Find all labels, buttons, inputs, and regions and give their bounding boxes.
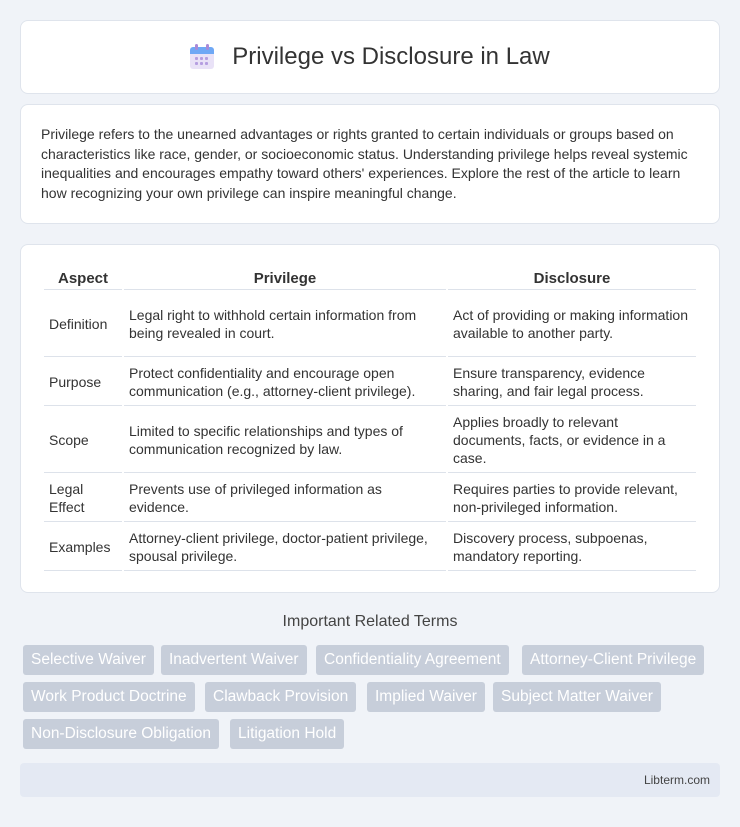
table-row (44, 359, 696, 406)
table-row (44, 524, 696, 571)
intro-card (20, 104, 720, 224)
tag-clawback-provision[interactable]: Clawback Provision (205, 682, 356, 712)
header-aspect: Aspect (44, 267, 122, 290)
table-row (44, 475, 696, 522)
comparison-card (20, 244, 720, 593)
cell-privilege: Attorney-client privilege, doctor-patient privilege, spousal privilege. (124, 524, 446, 571)
related-terms-title: Important Related Terms (282, 613, 458, 630)
cell-aspect: Legal Effect (44, 475, 122, 522)
cell-privilege: Prevents use of privileged information as evidence. (124, 475, 446, 522)
tag-implied-waiver[interactable]: Implied Waiver (367, 682, 485, 712)
cell-privilege: Limited to specific relationships and types of communication recognized by law. (124, 408, 446, 473)
cell-disclosure: Requires parties to provide relevant, non-privileged information. (448, 475, 696, 522)
tag-work-product-doctrine[interactable]: Work Product Doctrine (23, 682, 195, 712)
tag-inadvertent-waiver[interactable]: Inadvertent Waiver (161, 645, 307, 675)
tag-subject-matter-waiver[interactable]: Subject Matter Waiver (493, 682, 661, 712)
cell-privilege: Protect confidentiality and encourage open communication (e.g., attorney-client privilege). (124, 359, 446, 406)
cell-disclosure: Ensure transparency, evidence sharing, and fair legal process. (448, 359, 696, 406)
cell-privilege: Legal right to withhold certain information from being revealed in court. (124, 292, 446, 357)
cell-disclosure: Discovery process, subpoenas, mandatory reporting. (448, 524, 696, 571)
comparison-table (42, 265, 698, 573)
tag-non-disclosure-obligation[interactable]: Non-Disclosure Obligation (23, 719, 219, 749)
cell-aspect: Definition (44, 292, 122, 357)
cell-aspect: Purpose (44, 359, 122, 406)
footer-link[interactable]: Libterm.com (643, 773, 710, 787)
cell-aspect: Scope (44, 408, 122, 473)
calendar-icon (190, 44, 214, 70)
tag-litigation-hold[interactable]: Litigation Hold (230, 719, 344, 749)
page-title: Privilege vs Disclosure in Law (232, 43, 550, 70)
cell-aspect: Examples (44, 524, 122, 571)
header-disclosure: Disclosure (448, 267, 696, 290)
table-row (44, 292, 696, 357)
cell-disclosure: Act of providing or making information available to another party. (448, 292, 696, 357)
table-row (44, 408, 696, 473)
header-privilege: Privilege (124, 267, 446, 290)
footer (20, 763, 720, 797)
tag-confidentiality-agreement[interactable]: Confidentiality Agreement (316, 645, 509, 675)
tag-selective-waiver[interactable]: Selective Waiver (23, 645, 154, 675)
table-header-row (44, 267, 696, 290)
title-card (20, 20, 720, 94)
cell-disclosure: Applies broadly to relevant documents, facts, or evidence in a case. (448, 408, 696, 473)
tag-attorney-client-privilege[interactable]: Attorney-Client Privilege (522, 645, 704, 675)
intro-text: Privilege refers to the unearned advantages or rights granted to certain individuals or groups based on characteristics like race, gender, or socioeconomic status. Understanding privilege helps reveal systemic inequalities and encourages empathy toward others' experiences. Explore the rest of the article to learn how recognizing your own privilege can inspire meaningful change. (41, 126, 688, 201)
